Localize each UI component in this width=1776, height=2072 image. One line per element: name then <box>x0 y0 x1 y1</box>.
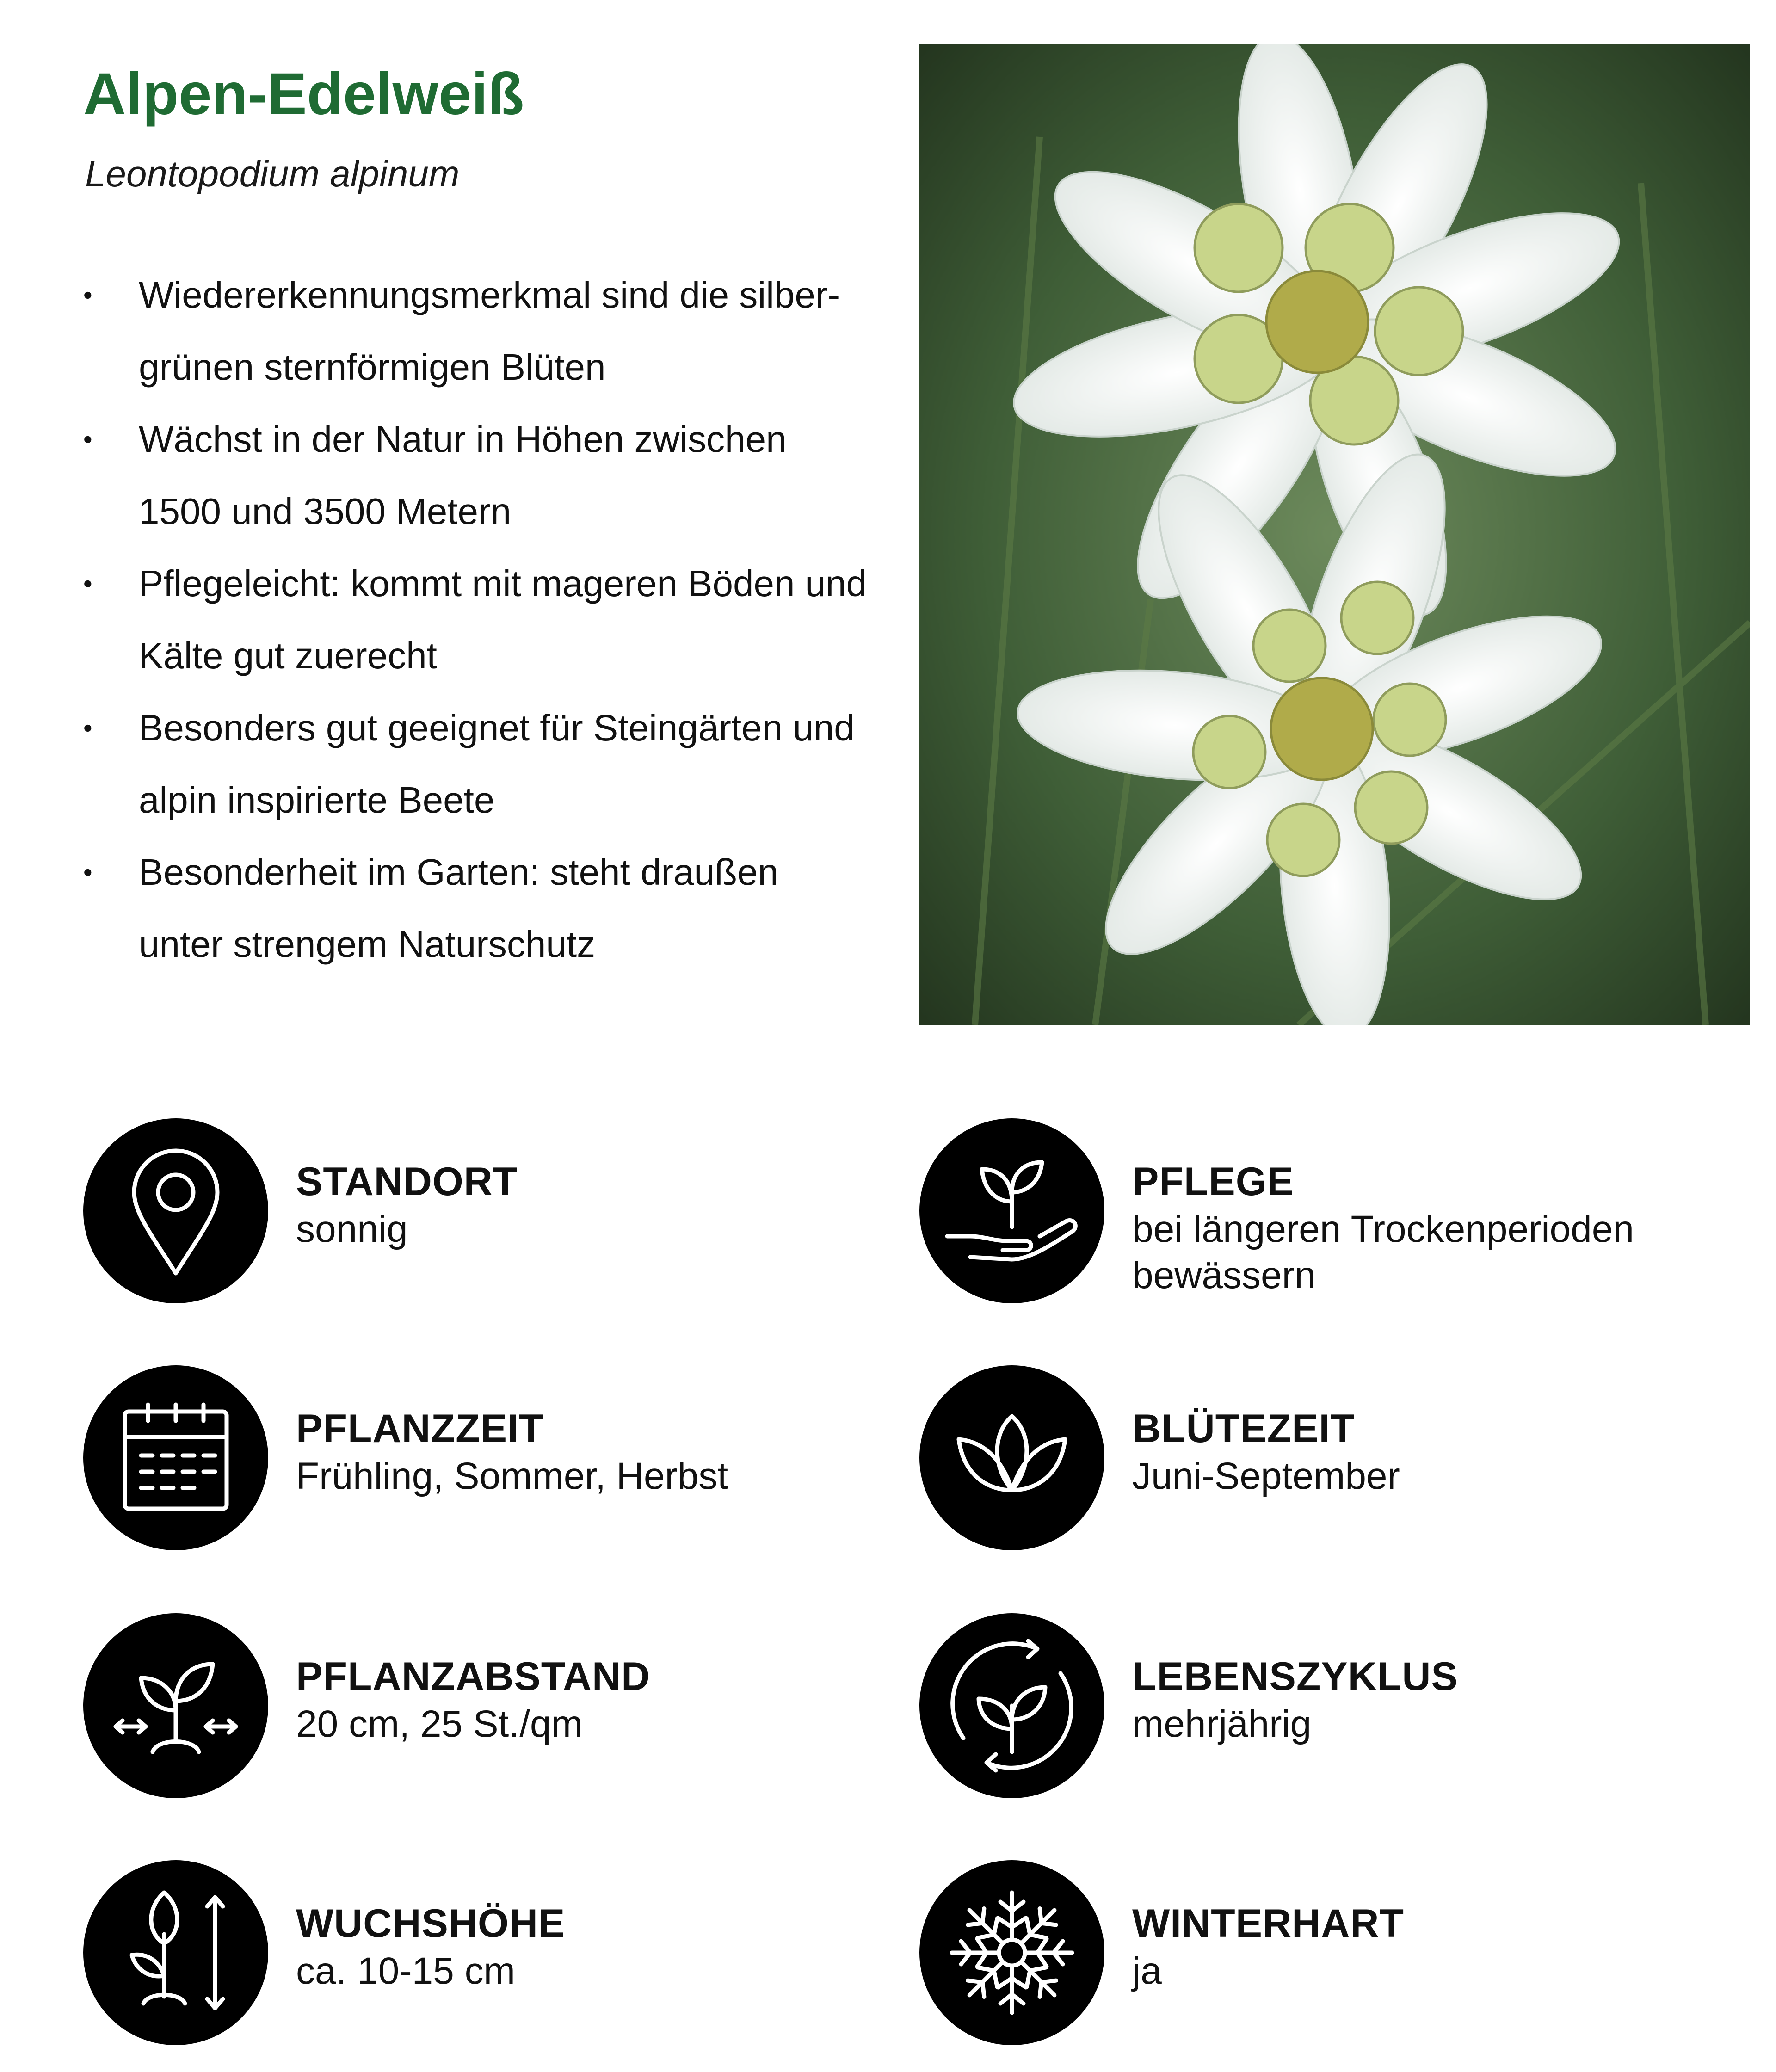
plant-height-icon <box>83 1860 268 2045</box>
plant-spacing-icon <box>83 1613 268 1798</box>
feature-wuchshoehe <box>83 1860 870 2045</box>
feature-value: 20 cm, 25 St./qm <box>296 1703 583 1745</box>
bullet-item: • Wächst in der Natur in Höhen zwischen 1500 und 3500 Metern <box>83 403 870 548</box>
feature-pflanzabstand <box>83 1613 870 1798</box>
snowflake-icon <box>919 1860 1104 2045</box>
bullet-item: • Pflegeleicht: kommt mit mageren Böden und Kälte gut zuerecht <box>83 548 870 692</box>
feature-label: BLÜTEZEIT <box>1132 1406 1355 1451</box>
feature-bluetezeit <box>919 1365 1706 1550</box>
bullet-item: • Besonders gut geeignet für Steingärten und alpin inspirierte Beete <box>83 692 870 836</box>
feature-label: STANDORT <box>296 1159 518 1204</box>
bullet-item: • Wiedererkennungsmerkmal sind die silber-grünen sternförmigen Blüten <box>83 259 870 403</box>
feature-value: sonnig <box>296 1208 408 1250</box>
feature-label: PFLANZZEIT <box>296 1406 544 1451</box>
feature-standort <box>83 1118 870 1303</box>
feature-value: Juni-September <box>1132 1455 1400 1497</box>
feature-label: PFLANZABSTAND <box>296 1654 651 1699</box>
feature-value: ca. 10-15 cm <box>296 1950 515 1992</box>
feature-pflege <box>919 1118 1706 1303</box>
location-pin-icon <box>83 1118 268 1303</box>
feature-label: LEBENSZYKLUS <box>1132 1654 1458 1699</box>
feature-label: WUCHSHÖHE <box>296 1901 566 1946</box>
feature-bullets <box>83 259 870 980</box>
feature-value: Frühling, Sommer, Herbst <box>296 1455 728 1497</box>
calendar-icon <box>83 1365 268 1550</box>
plant-cycle-icon <box>919 1613 1104 1798</box>
feature-value: mehrjährig <box>1132 1703 1312 1745</box>
edelweiss-photo <box>919 44 1750 1025</box>
lotus-flower-icon <box>919 1365 1104 1550</box>
feature-value: bei längeren Trockenperioden bewässern <box>1132 1208 1634 1296</box>
feature-lebenszyklus <box>919 1613 1706 1798</box>
plant-latin-name: Leontopodium alpinum <box>85 153 460 194</box>
plant-name: Alpen-Edelweiß <box>83 61 524 127</box>
bullet-item: • Besonderheit im Garten: steht draußen unter strengem Naturschutz <box>83 836 870 980</box>
feature-pflanzzeit <box>83 1365 870 1550</box>
feature-label: PFLEGE <box>1132 1159 1295 1204</box>
hand-plant-icon <box>919 1118 1104 1303</box>
feature-winterhart <box>919 1860 1706 2045</box>
feature-label: WINTERHART <box>1132 1901 1405 1946</box>
feature-value: ja <box>1132 1950 1162 1992</box>
